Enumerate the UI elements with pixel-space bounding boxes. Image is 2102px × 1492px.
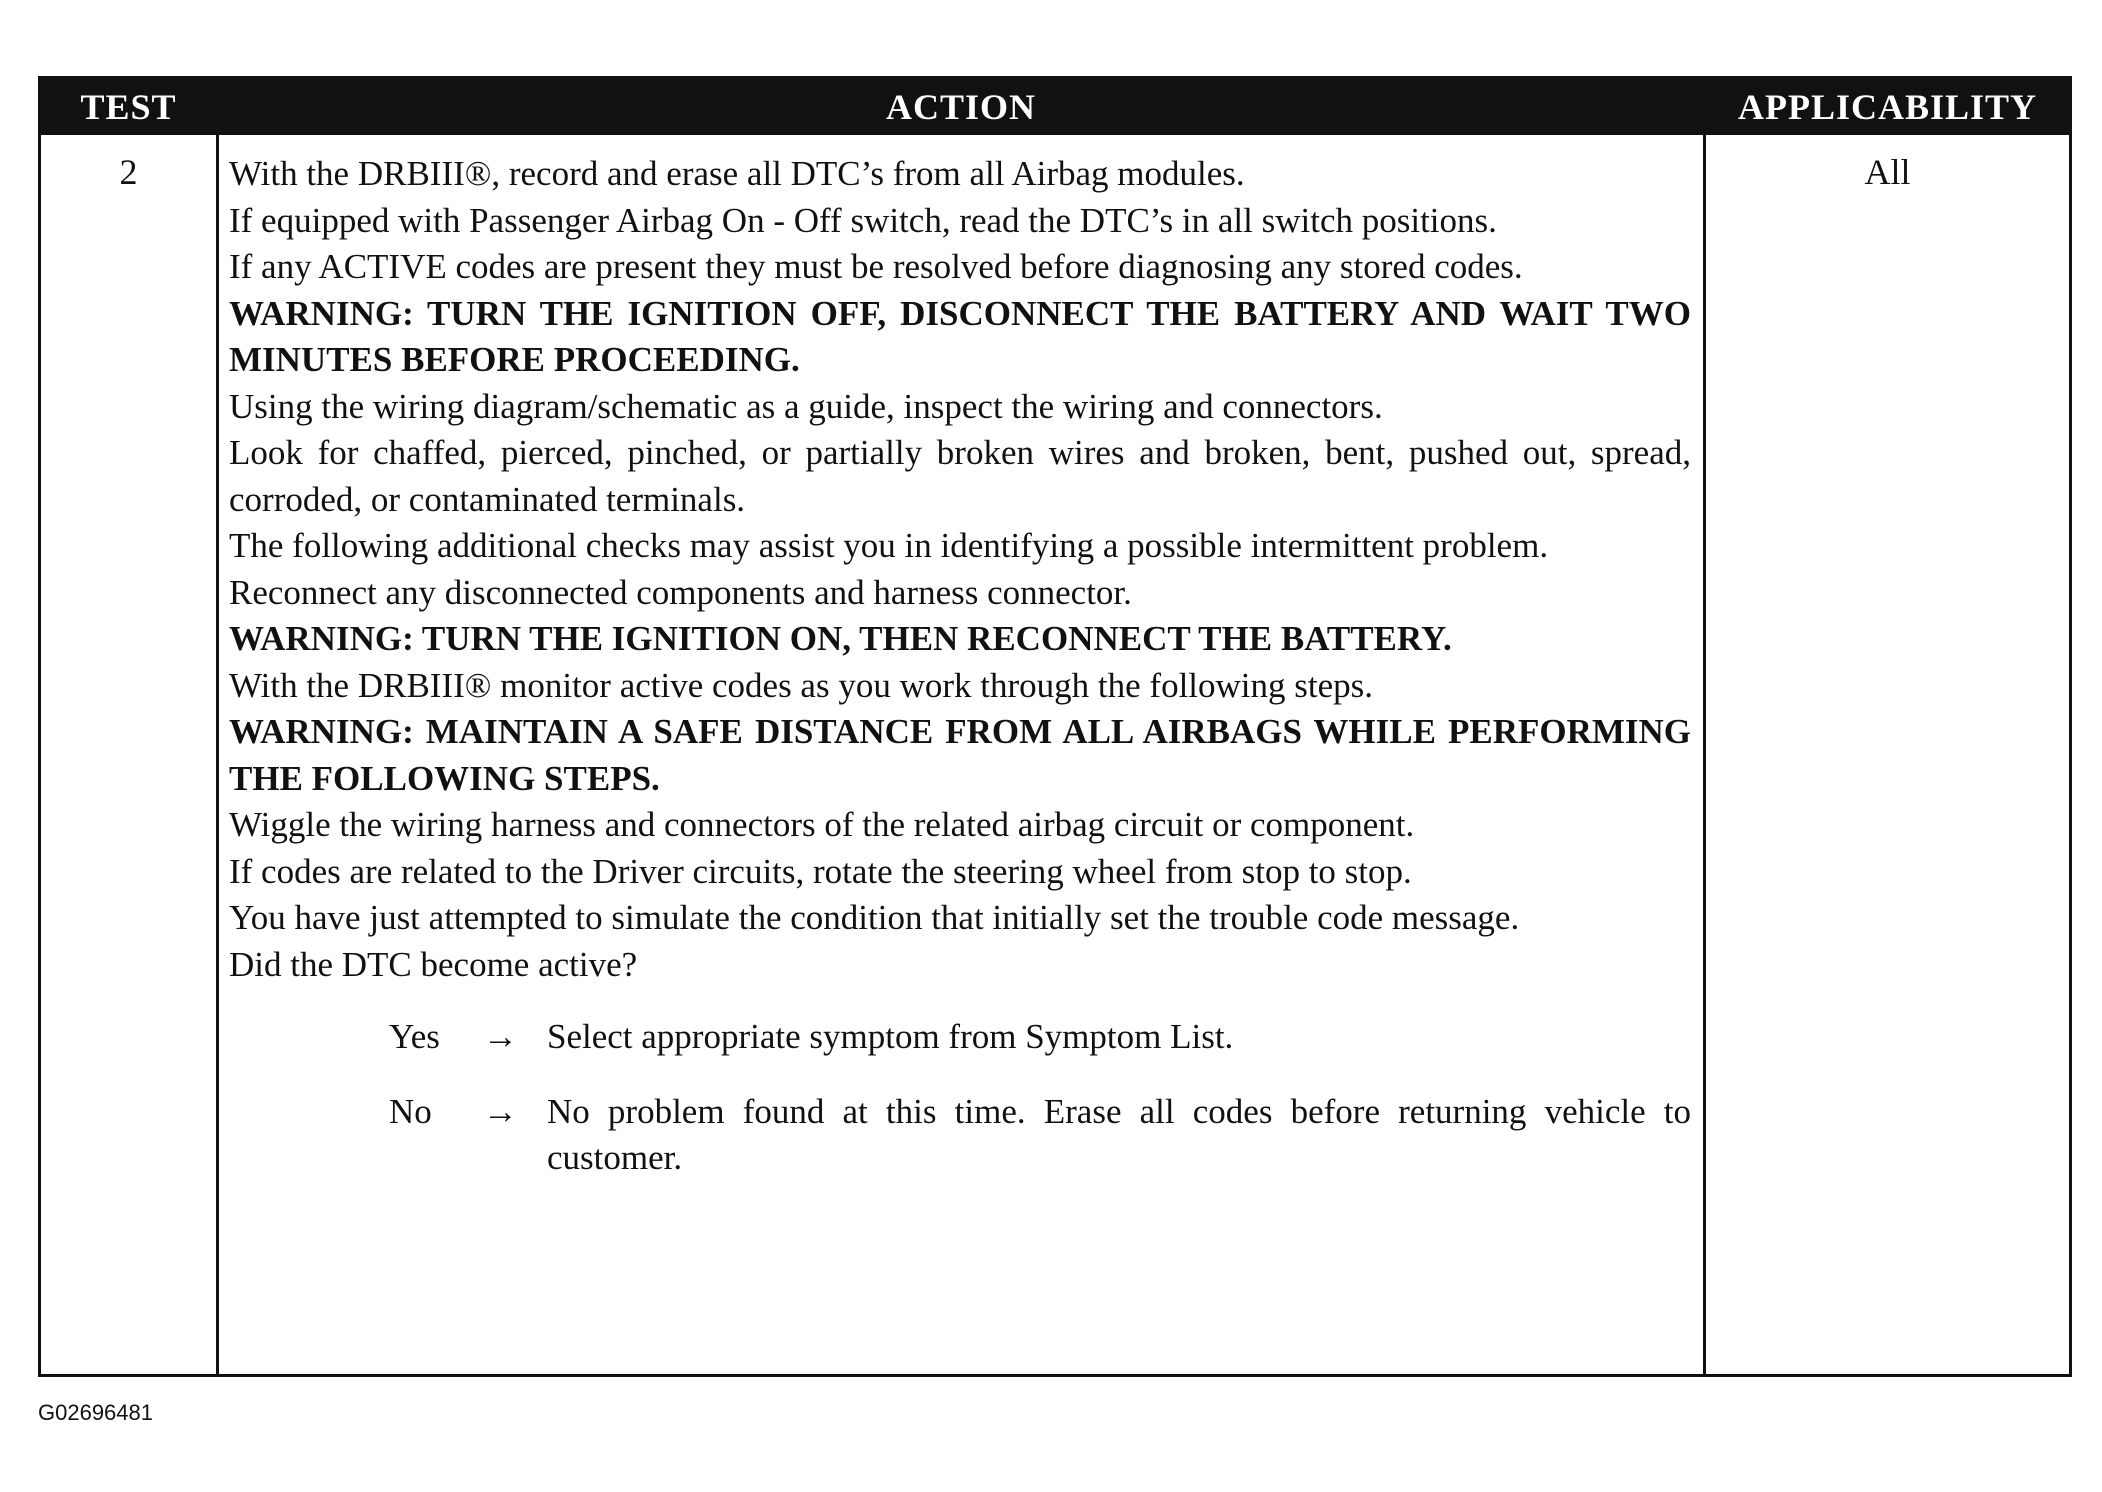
header-test: TEST	[80, 87, 177, 127]
action-text: Did the DTC become active?	[229, 944, 638, 984]
test-number: 2	[119, 152, 138, 192]
answer-key: No	[389, 1091, 432, 1131]
action-cell	[229, 151, 1691, 1210]
action-text: Look for chaffed, pierced, pinched, or partially broken wires and broken, bent, pushed out, spread, corroded, or contaminated terminals.	[229, 433, 1691, 519]
answers-list	[229, 1014, 1691, 1182]
action-text: If any ACTIVE codes are present they must be resolved before diagnosing any stored codes.	[229, 247, 1523, 286]
column-divider	[216, 135, 219, 1374]
table-header	[41, 79, 2069, 135]
action-text: Reconnect any disconnected components and harness connector.	[229, 572, 1132, 612]
answer-row	[229, 1014, 1691, 1061]
header-action: ACTION	[885, 87, 1037, 127]
warning-text: WARNING: TURN THE IGNITION ON, THEN RECONNECT THE BATTERY.	[229, 619, 1452, 658]
action-text: Using the wiring diagram/schematic as a guide, inspect the wiring and connectors.	[229, 386, 1383, 426]
action-text: With the DRBIII®, record and erase all DTC’s from all Airbag modules.	[229, 154, 1245, 193]
applicability-value: All	[1864, 152, 1911, 192]
warning-text: WARNING: TURN THE IGNITION OFF, DISCONNECT THE BATTERY AND WAIT TWO MINUTES BEFORE PROCEEDING.	[229, 293, 1691, 379]
action-text: With the DRBIII® monitor active codes as you work through the following steps.	[229, 665, 1374, 705]
answer-key: Yes	[389, 1017, 440, 1056]
figure-code: G02696481	[38, 1400, 153, 1425]
answer-row	[229, 1089, 1691, 1182]
warning-text: WARNING: MAINTAIN A SAFE DISTANCE FROM ALL AIRBAGS WHILE PERFORMING THE FOLLOWING STEPS.	[229, 712, 1691, 798]
column-divider	[1703, 135, 1706, 1374]
diagnostic-table	[38, 76, 2072, 1377]
action-text: You have just attempted to simulate the condition that initially set the trouble code message.	[229, 898, 1520, 937]
arrow-right-icon: →	[483, 1017, 518, 1056]
answer-text: No problem found at this time. Erase all codes before returning vehicle to customer.	[547, 1091, 1691, 1177]
action-text: Wiggle the wiring harness and connectors of the related airbag circuit or component.	[229, 805, 1415, 844]
header-applicability: APPLICABILITY	[1737, 87, 2038, 127]
answer-text: Select appropriate symptom from Symptom List.	[547, 1017, 1234, 1056]
action-text: The following additional checks may assist you in identifying a possible intermittent problem.	[229, 526, 1549, 565]
action-text: If codes are related to the Driver circuits, rotate the steering wheel from stop to stop.	[229, 851, 1412, 891]
action-lines	[229, 151, 1691, 988]
action-text: If equipped with Passenger Airbag On - Off switch, read the DTC’s in all switch positions.	[229, 200, 1497, 240]
arrow-right-icon: →	[483, 1091, 518, 1131]
